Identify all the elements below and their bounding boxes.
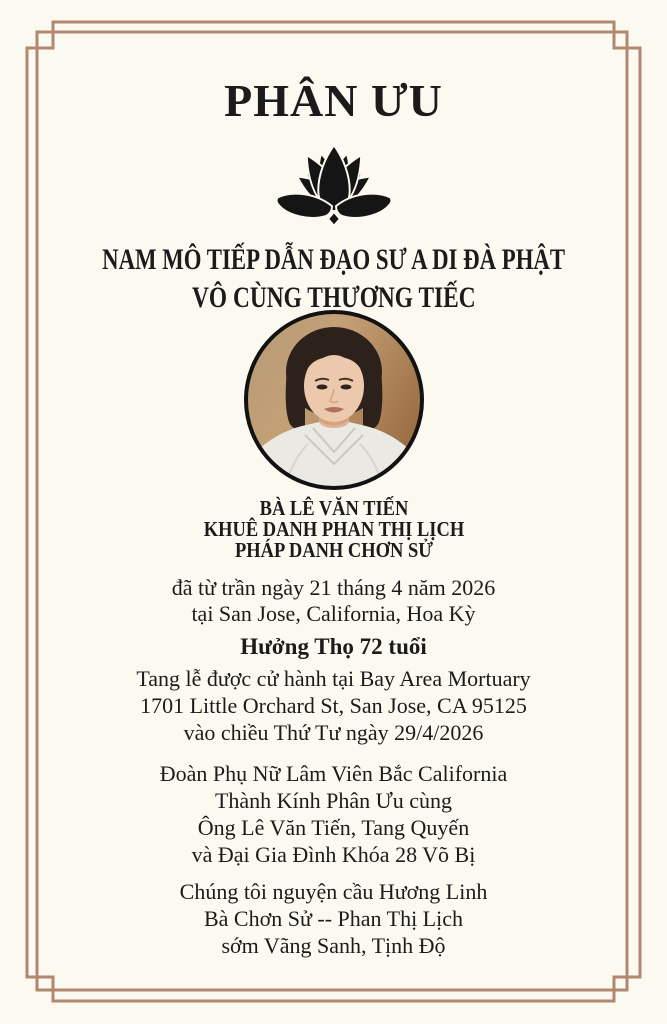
death-date-line: đã từ trần ngày 21 tháng 4 năm 2026: [171, 574, 496, 600]
condolence-line: Ông Lê Văn Tiến, Tang Quyến: [197, 814, 470, 840]
funeral-line: vào chiều Thứ Tư ngày 29/4/2026: [183, 719, 484, 745]
funeral-line: 1701 Little Orchard St, San Jose, CA 95125: [140, 692, 527, 718]
deceased-maiden-name: KHUÊ DANH PHAN THỊ LỊCH: [203, 516, 464, 541]
page-title: PHÂN ƯU: [224, 75, 443, 126]
condolence-line: Thành Kính Phân Ưu cùng: [214, 787, 453, 813]
condolence-message: [160, 760, 507, 868]
portrait-photo: [242, 308, 426, 492]
funeral-line: Tang lễ được cử hành tại Bay Area Mortuary: [136, 665, 531, 691]
mourning-statement: VÔ CÙNG THƯƠNG TIẾC: [191, 280, 476, 314]
death-info: [172, 575, 496, 627]
deceased-dharma-name: PHÁP DANH CHƠN SỬ: [234, 537, 433, 562]
eye: [340, 384, 351, 389]
condolence-line: và Đại Gia Đình Khóa 28 Võ Bị: [191, 841, 476, 867]
deceased-names: [203, 495, 464, 562]
prayer-line: Bà Chơn Sử -- Phan Thị Lịch: [203, 905, 463, 931]
condolence-line: Đoàn Phụ Nữ Lâm Viên Bắc California: [159, 760, 508, 786]
prayer-line: Chúng tôi nguyện cầu Hương Linh: [179, 878, 488, 904]
funeral-info: [136, 665, 530, 746]
prayer-line: sớm Vãng Sanh, Tịnh Độ: [221, 932, 446, 958]
lotus-icon: [275, 139, 393, 228]
eye: [316, 384, 327, 389]
age-line: Hưởng Thọ 72 tuổi: [240, 633, 427, 659]
buddhist-invocation: NAM MÔ TIẾP DẪN ĐẠO SƯ A DI ĐÀ PHẬT: [101, 242, 565, 276]
deceased-name: BÀ LÊ VĂN TIẾN: [259, 495, 408, 520]
prayer-message: [180, 878, 488, 959]
death-place-line: tại San Jose, California, Hoa Kỳ: [191, 600, 476, 626]
